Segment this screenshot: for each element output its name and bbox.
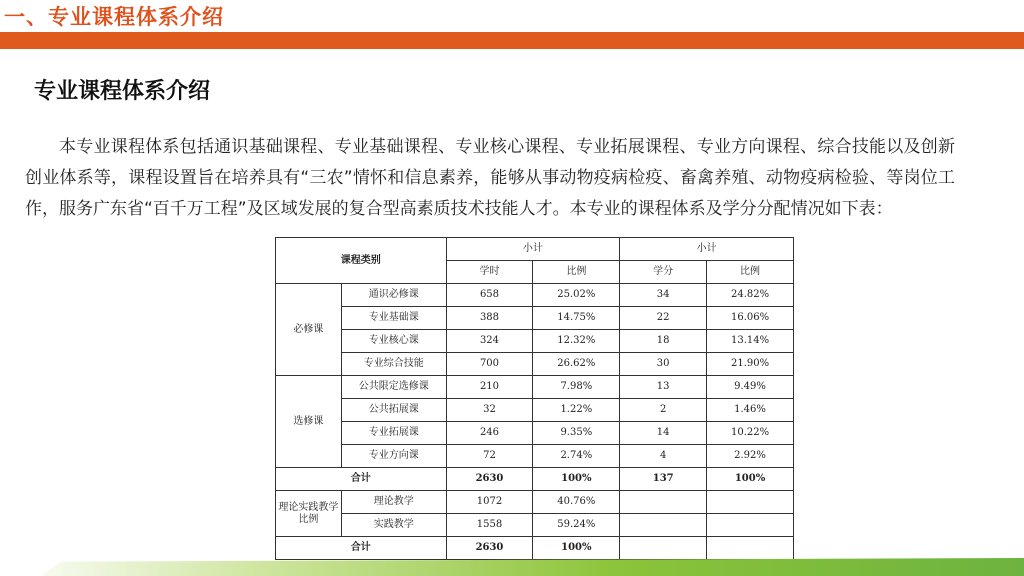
empty-cell: [620, 491, 707, 514]
header-hours-ratio: 比例: [533, 261, 620, 284]
hours: 32: [446, 399, 533, 422]
header-credits: 学分: [620, 261, 707, 284]
hours: 658: [446, 284, 533, 307]
empty-cell: [620, 537, 707, 560]
total-hours-ratio: 100%: [533, 537, 620, 560]
course-name: 公共限定选修课: [341, 376, 446, 399]
credits-ratio: 1.46%: [707, 399, 794, 422]
credits: 34: [620, 284, 707, 307]
course-credit-table: [275, 237, 794, 560]
credits-ratio: 13.14%: [707, 330, 794, 353]
table-row: [276, 353, 794, 376]
hours-ratio: 9.35%: [533, 422, 620, 445]
hours-ratio: 25.02%: [533, 284, 620, 307]
hours-ratio: 12.32%: [533, 330, 620, 353]
total-hours: 2630: [446, 537, 533, 560]
credits: 22: [620, 307, 707, 330]
credits-ratio: 10.22%: [707, 422, 794, 445]
total-row: [276, 537, 794, 560]
credits: 4: [620, 445, 707, 468]
table-row: [276, 422, 794, 445]
footer-decor-stripe: [0, 558, 1024, 576]
credits-ratio: 2.92%: [707, 445, 794, 468]
header-subtotal-credits: 小计: [620, 238, 794, 261]
course-name: 专业核心课: [341, 330, 446, 353]
empty-cell: [707, 537, 794, 560]
table-row: [276, 284, 794, 307]
hours-ratio: 2.74%: [533, 445, 620, 468]
hours: 324: [446, 330, 533, 353]
credits: 14: [620, 422, 707, 445]
hours: 72: [446, 445, 533, 468]
hours: 388: [446, 307, 533, 330]
empty-cell: [707, 491, 794, 514]
header-subtotal-hours: 小计: [446, 238, 620, 261]
course-name: 实践教学: [341, 514, 446, 537]
table-row: [276, 307, 794, 330]
header-bar: [0, 32, 1024, 49]
intro-paragraph: 本专业课程体系包括通识基础课程、专业基础课程、专业核心课程、专业拓展课程、专业方向课程、综合技能以及创新创业体系等，课程设置旨在培养具有“三农”情怀和信息素养，能够从事动物疫病检疫、畜禽养殖、动物疫病检验、等岗位工作，服务广东省“百千万工程”及区域发展的复合型高素质技术技能人才。本专业的课程体系及学分分配情况如下表：: [25, 137, 955, 219]
credits-ratio: 16.06%: [707, 307, 794, 330]
course-name: 专业拓展课: [341, 422, 446, 445]
section-title: 专业课程体系介绍: [34, 79, 211, 104]
hours-ratio: 1.22%: [533, 399, 620, 422]
course-name: 通识必修课: [341, 284, 446, 307]
total-label: 合计: [276, 468, 447, 491]
hours: 1558: [446, 514, 533, 537]
table-row: [276, 399, 794, 422]
credits-ratio: 24.82%: [707, 284, 794, 307]
course-name: 专业综合技能: [341, 353, 446, 376]
table-row: [276, 376, 794, 399]
hours: 1072: [446, 491, 533, 514]
credits-ratio: 21.90%: [707, 353, 794, 376]
empty-cell: [707, 514, 794, 537]
total-row: [276, 468, 794, 491]
hours: 700: [446, 353, 533, 376]
table-row: [276, 514, 794, 537]
credits: 30: [620, 353, 707, 376]
total-hours-ratio: 100%: [533, 468, 620, 491]
group-elective: 选修课: [276, 376, 342, 468]
header-category: 课程类别: [276, 238, 447, 284]
course-name: 专业基础课: [341, 307, 446, 330]
hours-ratio: 40.76%: [533, 491, 620, 514]
credits: 13: [620, 376, 707, 399]
header-hours: 学时: [446, 261, 533, 284]
hours-ratio: 26.62%: [533, 353, 620, 376]
total-hours: 2630: [446, 468, 533, 491]
hours: 210: [446, 376, 533, 399]
group-practice: 理论实践教学比例: [276, 491, 342, 537]
total-credits-ratio: 100%: [707, 468, 794, 491]
credits-ratio: 9.49%: [707, 376, 794, 399]
total-label: 合计: [276, 537, 447, 560]
hours-ratio: 14.75%: [533, 307, 620, 330]
hours-ratio: 7.98%: [533, 376, 620, 399]
empty-cell: [620, 514, 707, 537]
header-title: 一、专业课程体系介绍: [4, 5, 224, 29]
table-row: [276, 330, 794, 353]
table-header-row: [276, 238, 794, 261]
hours: 246: [446, 422, 533, 445]
credits: 18: [620, 330, 707, 353]
total-credits: 137: [620, 468, 707, 491]
table-row: [276, 445, 794, 468]
hours-ratio: 59.24%: [533, 514, 620, 537]
group-required: 必修课: [276, 284, 342, 376]
course-name: 专业方向课: [341, 445, 446, 468]
header-credits-ratio: 比例: [707, 261, 794, 284]
credits: 2: [620, 399, 707, 422]
table-row: [276, 491, 794, 514]
course-name: 公共拓展课: [341, 399, 446, 422]
course-name: 理论教学: [341, 491, 446, 514]
